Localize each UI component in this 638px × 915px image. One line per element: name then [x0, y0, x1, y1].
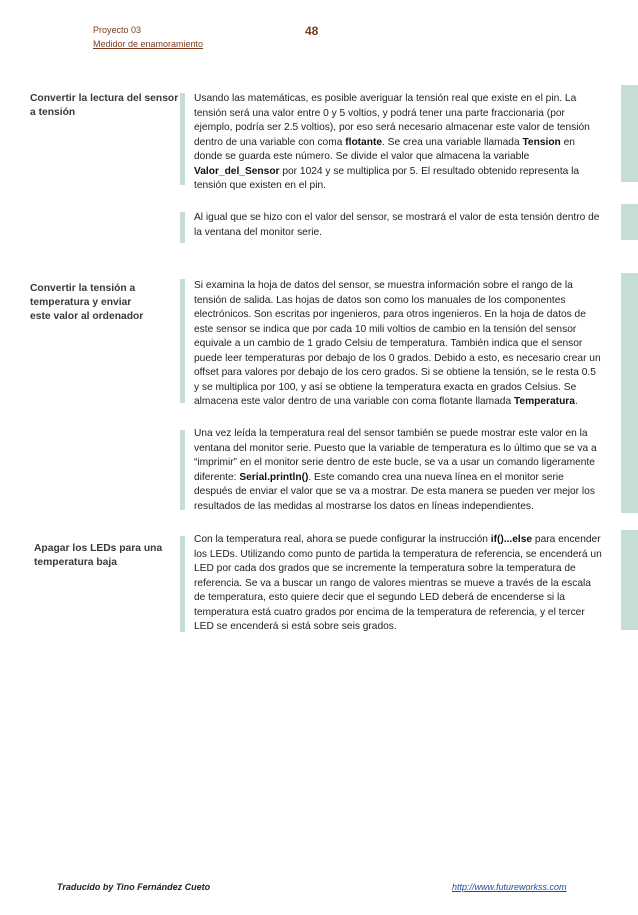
text-run: Si examina la hoja de datos del sensor, se muestra información sobre el rango de la tensión de salida. Las hojas de datos son como los manuales de los componentes electrónicos. Son escritas por ingenieros, para otros ingenieros. En la hoja de datos de este sensor se indica que por cada 10 mili voltios de cambio en la tensión del sensor equivale a un cambio de 1 grado Celsiu de temperatura. También indica que el sensor puede leer temperaturas por debajo de los 0 grados. Debido a esto, es necesario crear un offset para valores por debajo de los cero grados. Si se obtiene la tensión, se le resta 0.5 y se multiplica por 100, y así se obtiene la temperatura exacta en grados Celsius. Se almacena este valor dentro de una variable con coma flotante llamada — [194, 280, 601, 407]
margin-accent-block — [621, 85, 638, 182]
paragraph-accent-bar — [180, 279, 185, 403]
project-label: Proyecto 03 — [93, 25, 142, 35]
paragraph — [194, 211, 602, 240]
text-run: . Este comando crea una nueva línea en el monitor serie después de enviar el valor que se va a mostrar. De esta manera se pueden ver mejor los resultados de las medidas al mostrarse los datos en líneas independientes. — [194, 471, 595, 512]
text-run: en donde se guarda este número. Se divide el valor que almacena la variable — [194, 136, 575, 162]
page-number: 48 — [305, 24, 319, 38]
section-title-voltage-to-temperature: Convertir la tensión a temperatura y enviar este valor al ordenador — [30, 283, 144, 322]
bold-term: if()...else — [490, 534, 533, 545]
bold-term: Temperatura — [513, 396, 575, 407]
bold-term: Serial.println() — [239, 471, 309, 483]
website-link[interactable]: http://www.futureworkss.com — [452, 882, 567, 892]
margin-accent-block — [621, 273, 638, 513]
section-title-leds-low-temperature: Apagar los LEDs para una temperatura baja — [34, 543, 163, 568]
margin-accent-block — [621, 530, 638, 630]
translator-credit: Traducido by Tino Fernández Cueto — [57, 882, 211, 892]
paragraph — [194, 279, 602, 410]
paragraph — [194, 92, 602, 194]
text-run: Una vez leída la temperatura real del sensor también se puede mostrar este valor en la ventana del monitor serie. Puesto que la variable de temperatura es lo último que se va a “imprimir” en el monitor serie dentro de este bucle, se va a usar un comando ligeramente diferente: — [194, 428, 597, 483]
text-run: Usando las matemáticas, es posible averiguar la tensión real que existe en el pin. La tensión será una valor entre 0 y 5 voltios, y podrá tener una parte fraccionaria (por ejemplo, podría ser 2.5 voltios), por eso será necesario almacenar este valor de tensión dentro de una variable con coma — [194, 93, 590, 148]
paragraph-accent-bar — [180, 93, 185, 185]
text-run: Al igual que se hizo con el valor del sensor, se mostrará el valor de esta tensión dentro de la ventana del monitor serie. — [194, 212, 600, 238]
bold-term: Tension — [522, 136, 561, 148]
bold-term: Valor_del_Sensor — [194, 165, 280, 177]
paragraph-accent-bar — [180, 536, 185, 632]
margin-accent-block — [621, 204, 638, 240]
paragraph — [194, 533, 602, 635]
text-run: . Se crea una variable llamada — [382, 136, 523, 148]
text-run: por 1024 y se multiplica por 5. El resultado obtenido representa la tensión que existen en el pin. — [194, 165, 580, 191]
bold-term: flotante — [345, 136, 383, 148]
paragraph-accent-bar — [180, 212, 185, 243]
paragraph — [194, 427, 602, 514]
paragraph-accent-bar — [180, 430, 185, 510]
text-run: para encender los LEDs. Utilizando como punto de partida la temperatura de referencia, se encenderá un LED por cada dos grados que se incremente la temperatura sobre la temperatura de referencia. Se va a buscar un rango de valores mientras se mueve a través de la escala de temperatura, esto quiere decir que el segundo LED deberá de encenderse si la temperatura está cuatro grados por encima de la temperatura de referencia, y el tercer LED se encenderá si está sobre seis grados. — [194, 534, 602, 632]
section-title-sensor-to-voltage: Convertir la lectura del sensor a tensión — [30, 93, 179, 118]
project-subtitle-link[interactable]: Medidor de enamoramiento — [93, 39, 204, 49]
text-run: Con la temperatura real, ahora se puede configurar la instrucción — [194, 534, 491, 545]
text-run: . — [574, 396, 578, 407]
